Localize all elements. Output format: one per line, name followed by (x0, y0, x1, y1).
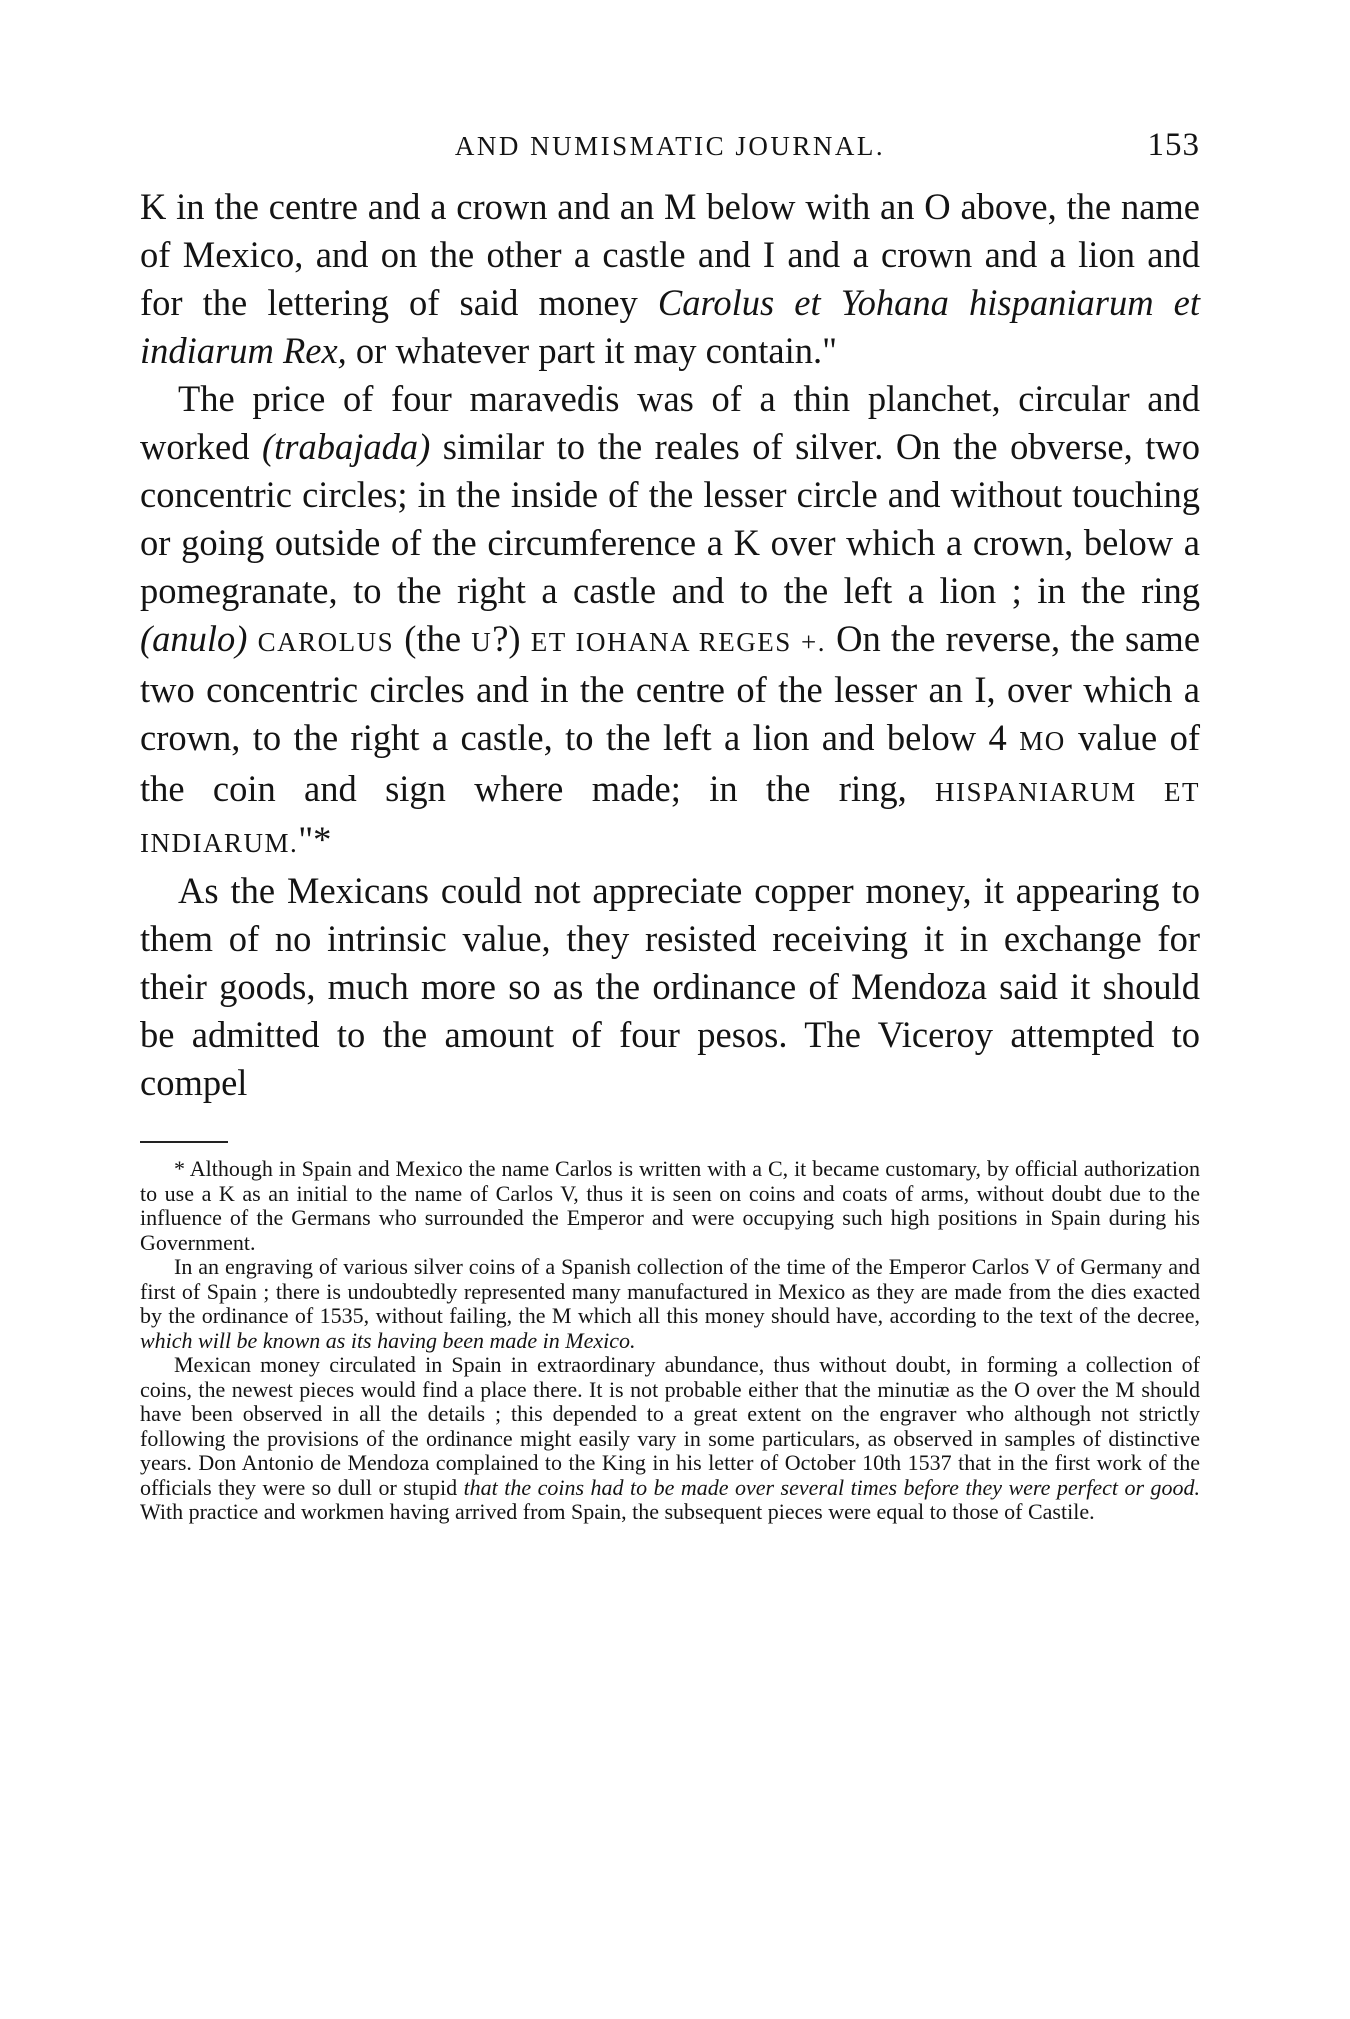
footnotes (140, 1157, 1200, 1525)
footnote-3-text-a: Mexican money circulated in Spain in extraordinary abundance, thus without doubt, in forming a collection of coins, the newest pieces would find a place there. It is not probable either that the minutiæ as the O over the M should have been observed in all the details ; this depended to a great extent on the engraver who although not strictly following the provisions of the ordinance might easily vary in some particulars, as observed in samples of distinctive years. Don Antonio de Mendoza complained to the King in his letter of October 10th 1537 that in the first work of the officials they were so dull or stupid (140, 1352, 1200, 1500)
italic-anulo: (anulo) (140, 618, 248, 659)
latin-legend: Carolus et Yohana hispaniarum et indiarum Rex, (140, 282, 1200, 371)
footnote-3-text-b: With practice and workmen having arrived from Spain, the subsequent pieces were equal to those of Castile. (140, 1499, 1095, 1524)
smallcaps-u: U (471, 627, 493, 657)
smallcaps-et-iohana: ET IOHANA REGES +. (530, 627, 826, 657)
footnote-divider (140, 1141, 228, 1143)
running-title: AND NUMISMATIC JOURNAL. (454, 131, 886, 161)
footnote-2-text: In an engraving of various silver coins of a Spanish collection of the time of the Emperor Carlos V of Germany and first of Spain ; there is undoubtedly represented many manufactured in Mexico as they are made from the dies exacted by the ordinance of 1535, without failing, the M which all this money should have, according to the text of the decree, (140, 1254, 1200, 1328)
page-number: 153 (1147, 127, 1200, 163)
paragraph-1-text-a: K in the centre and a crown and an M below with an O above, the name of Mexico, and on the other a castle and I and a crown and a lion and for the lettering of said money (140, 186, 1200, 323)
running-head (140, 115, 1200, 175)
main-text (140, 183, 1200, 1107)
paragraph-2-text-d: ?) (492, 618, 531, 659)
footnote-2-italic: which will be known as its having been made in Mexico. (140, 1327, 636, 1353)
smallcaps-carolus: CAROLUS (257, 627, 395, 657)
paragraph-2-text-e: On the reverse, the same two concentric circles and in the centre of the lesser an I, over which a crown, to the right a castle, to the left a lion and below 4 (140, 618, 1201, 758)
paragraph-2 (140, 375, 1200, 867)
smallcaps-mo: MO (1019, 726, 1066, 756)
footnote-2 (140, 1255, 1200, 1353)
paragraph-1 (140, 183, 1200, 375)
smallcaps-hispaniarum: HISPANIARUM ET INDIARUM. (140, 777, 1200, 858)
italic-trabajada: (trabajada) (261, 426, 431, 467)
footnote-3-italic: that the coins had to be made over several times before they were perfect or good. (463, 1474, 1200, 1500)
paragraph-3: As the Mexicans could not appreciate copper money, it appearing to them of no intrinsic value, they resisted receiving it in exchange for their goods, much more so as the ordinance of Mendoza said it should be admitted to the amount of four pesos. The Viceroy attempted to compel (140, 870, 1200, 1103)
paragraph-2-text-a: The price of four maravedis was of a thin planchet, circular and worked (140, 378, 1200, 467)
footnote-marker: "* (298, 819, 332, 860)
paragraph-2-text-c: (the (394, 618, 472, 659)
paragraph-1-text-b: or whatever part it may contain." (346, 330, 838, 371)
footnote-1: * Although in Spain and Mexico the name Carlos is written with a C, it became customary, by official authorization to use a K as an initial to the name of Carlos V, thus it is seen on coins and coats of arms, without doubt due to the influence of the Germans who surrounded the Emperor and were occupying such high positions in Spain during his Government. (140, 1156, 1200, 1255)
paragraph-2-text-f: value of the coin and sign where made; in the ring, (140, 717, 1200, 809)
book-page (140, 115, 1200, 2005)
paragraph-2-text-b: similar to the reales of silver. On the obverse, two concentric circles; in the inside of the lesser circle and without touching or going outside of the circumference a K over which a crown, below a pomegranate, to the right a castle and to the left a lion ; in the ring (140, 426, 1201, 611)
footnote-3 (140, 1353, 1200, 1525)
